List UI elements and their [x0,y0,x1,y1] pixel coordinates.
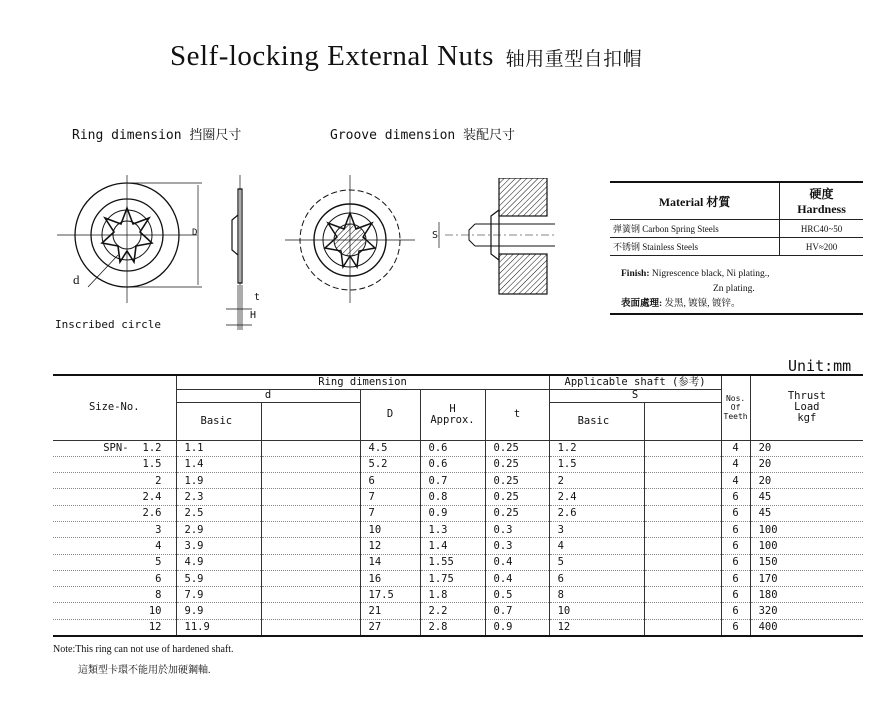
H-cell [420,554,485,570]
D-cell-value: 4.5 [368,442,388,455]
spec-table-body [53,440,863,636]
D-cell [360,603,420,619]
teeth-cell-value: 4 [732,442,739,455]
size-header: Size-No. [53,375,176,440]
hardness-header-en: Hardness [797,202,846,216]
d-cell-value: 7.9 [184,588,204,601]
S-cell-value: 2.6 [557,507,577,520]
D-cell [360,619,420,636]
teeth-cell [721,554,750,570]
load-cell [750,554,863,570]
thrust-header-load: Load [794,401,820,414]
teeth-cell-value: 6 [732,523,739,536]
H-cell-value: 1.8 [428,588,448,601]
inscribed-circle-caption: Inscribed circle [55,318,161,331]
t-cell-value: 0.4 [493,572,513,585]
H-cell [420,505,485,521]
H-cell-value: 0.7 [428,474,448,487]
size-cell [53,538,176,554]
d-cell [176,619,261,636]
S-cell [549,538,644,554]
load-cell-value: 400 [758,621,778,634]
d-cell [176,554,261,570]
H-header-H: H [449,402,456,415]
load-cell [750,587,863,603]
size-cell-value: 5 [155,556,162,569]
D-cell-value: 7 [368,507,375,520]
applicable-shaft-header: Applicable shaft (参考) [549,375,721,389]
d-cell [176,538,261,554]
table-row [53,554,863,570]
table-row [53,473,863,489]
size-cell [53,570,176,586]
load-cell-value: 20 [758,442,772,455]
S-blank-cell [644,587,721,603]
S-cell [549,619,644,636]
spec-table [53,374,863,637]
table-row [53,570,863,586]
H-cell-value: 1.75 [428,572,454,585]
load-cell-value: 170 [758,572,778,585]
D-cell [360,440,420,456]
label-t: t [254,292,261,303]
d-blank-cell [261,554,360,570]
load-cell-value: 320 [758,605,778,618]
S-cell [549,456,644,472]
S-blank-cell [644,489,721,505]
teeth-cell [721,619,750,636]
unit-label: Unit:mm [788,357,852,375]
groove-drawing [285,175,415,305]
size-cell-value: 4 [155,539,162,552]
load-cell-value: 150 [758,556,778,569]
D-cell-value: 27 [368,621,382,634]
finish-label: Finish: [621,269,650,279]
D-cell-value: 6 [368,474,375,487]
D-cell [360,554,420,570]
teeth-cell [721,473,750,489]
teeth-header-teeth: Teeth [723,412,748,422]
S-cell-value: 1.2 [557,442,577,455]
H-cell-value: 0.6 [428,458,448,471]
size-cell-value: 1.5 [142,458,162,471]
H-cell [420,619,485,636]
H-cell-value: 2.2 [428,605,448,618]
load-cell-value: 100 [758,523,778,536]
D-header: D [360,389,420,440]
size-cell-value: 12 [148,621,162,634]
H-header-approx: Approx. [430,413,475,426]
d-cell-value: 1.4 [184,458,204,471]
table-row [53,619,863,636]
load-cell [750,456,863,472]
d-blank-cell [261,521,360,537]
S-cell-value: 1.5 [557,458,577,471]
size-cell-value: 8 [155,588,162,601]
D-cell [360,587,420,603]
hardness-header [780,182,863,220]
table-row [53,603,863,619]
D-cell [360,570,420,586]
H-cell [420,473,485,489]
S-blank-cell [644,473,721,489]
S-cell-value: 4 [557,539,564,552]
teeth-cell-value: 6 [732,605,739,618]
thrust-header-thrust: Thrust [787,390,826,403]
d-cell [176,603,261,619]
size-cell-value: 2.6 [142,507,162,520]
t-cell-value: 0.5 [493,588,513,601]
D-cell-value: 21 [368,605,382,618]
teeth-cell-value: 6 [732,491,739,504]
t-cell [485,473,549,489]
label-D: D [192,228,198,238]
d-cell [176,521,261,537]
t-cell-value: 0.7 [493,605,513,618]
S-cell [549,489,644,505]
surface-text: 发黑, 镀镍, 镀锌。 [664,299,741,309]
table-row [53,521,863,537]
groove-dimension-caption: Groove dimension 装配尺寸 [330,128,516,143]
S-cell-value: 5 [557,556,564,569]
t-cell-value: 0.3 [493,523,513,536]
S-cell [549,587,644,603]
D-cell [360,521,420,537]
S-cell-value: 6 [557,572,564,585]
S-cell [549,603,644,619]
material-1: 弹簧钢 Carbon Spring Steels [610,220,780,238]
H-cell-value: 1.55 [428,556,454,569]
load-cell [750,603,863,619]
H-cell-value: 0.8 [428,491,448,504]
load-cell-value: 100 [758,539,778,552]
teeth-cell-value: 4 [732,458,739,471]
S-cell-value: 8 [557,588,564,601]
teeth-cell [721,521,750,537]
d-blank-cell [261,440,360,456]
teeth-cell [721,587,750,603]
t-cell [485,489,549,505]
d-blank-cell [261,570,360,586]
d-cell-value: 2.5 [184,507,204,520]
H-cell [420,570,485,586]
t-cell-value: 0.9 [493,621,513,634]
surface-label: 表面處理: [621,299,663,309]
teeth-cell [721,505,750,521]
teeth-cell-value: 6 [732,556,739,569]
S-cell-value: 2.4 [557,491,577,504]
S-cell [549,440,644,456]
t-cell [485,456,549,472]
d-cell-value: 11.9 [184,621,210,634]
size-cell [53,505,176,521]
S-cell [549,521,644,537]
thrust-header-kgf: kgf [797,412,817,425]
S-blank-cell [644,554,721,570]
size-cell [53,603,176,619]
S-cell-value: 10 [557,605,571,618]
size-cell [53,489,176,505]
size-cell [53,587,176,603]
size-cell [53,473,176,489]
t-cell-value: 0.3 [493,539,513,552]
d-blank-cell [261,473,360,489]
D-cell-value: 5.2 [368,458,388,471]
size-cell [53,554,176,570]
load-cell [750,473,863,489]
S-header: S [549,389,721,402]
load-cell [750,570,863,586]
load-cell [750,521,863,537]
table-row [53,587,863,603]
load-cell [750,538,863,554]
S-blank-cell [644,603,721,619]
teeth-header [721,375,750,440]
S-blank-cell [644,570,721,586]
d-blank-cell [261,587,360,603]
t-cell [485,619,549,636]
d-cell [176,456,261,472]
material-table-bottom-rule [610,313,863,315]
d-blank-cell [261,538,360,554]
t-cell [485,587,549,603]
t-cell-value: 0.25 [493,458,519,471]
finish-text-2: Zn plating. [713,284,755,294]
t-cell [485,521,549,537]
S-cell [549,505,644,521]
H-cell-value: 1.3 [428,523,448,536]
finish-block [621,267,866,312]
finish-text: Nigrescence black, Ni plating., [651,269,770,279]
load-cell [750,505,863,521]
S-cell-value: 3 [557,523,564,536]
D-cell-value: 10 [368,523,382,536]
label-S: S [432,230,439,241]
d-cell-value: 4.9 [184,556,204,569]
H-cell [420,440,485,456]
d-cell [176,440,261,456]
size-cell [53,440,176,456]
size-cell [53,521,176,537]
thrust-header [750,375,863,440]
d-cell [176,489,261,505]
D-cell-value: 16 [368,572,382,585]
d-cell-value: 3.9 [184,539,204,552]
teeth-cell [721,603,750,619]
t-cell-value: 0.25 [493,442,519,455]
d-header: d [176,389,360,402]
t-header: t [485,389,549,440]
t-cell [485,554,549,570]
S-blank-cell [644,538,721,554]
teeth-cell [721,489,750,505]
label-H: H [250,310,257,321]
H-cell [420,538,485,554]
load-cell-value: 20 [758,474,772,487]
teeth-cell-value: 6 [732,621,739,634]
load-cell [750,440,863,456]
size-cell-value: 3 [155,523,162,536]
d-cell [176,473,261,489]
D-cell-value: 12 [368,539,382,552]
t-cell-value: 0.25 [493,491,519,504]
load-cell [750,619,863,636]
hardness-header-cn: 硬度 [809,187,834,201]
note-en: Note:This ring can not use of hardened shaft. [53,644,234,655]
D-cell [360,473,420,489]
d-cell-value: 1.1 [184,442,204,455]
d-cell-value: 1.9 [184,474,204,487]
teeth-cell [721,456,750,472]
size-cell-value: 10 [148,605,162,618]
d-blank-cell [261,619,360,636]
H-header [420,389,485,440]
teeth-cell-value: 4 [732,474,739,487]
D-cell [360,456,420,472]
S-blank-cell [644,456,721,472]
hardness-1: HRC40~50 [780,220,863,238]
teeth-cell [721,440,750,456]
t-cell-value: 0.25 [493,507,519,520]
table-row [53,538,863,554]
table-row [53,456,863,472]
ring-dimension-header: Ring dimension [176,375,549,389]
S-blank-header [644,402,721,440]
size-prefix: SPN- [103,442,129,455]
d-cell-value: 9.9 [184,605,204,618]
material-2: 不锈钢 Stainless Steels [610,238,780,256]
H-cell-value: 2.8 [428,621,448,634]
t-cell-value: 0.25 [493,474,519,487]
load-cell [750,489,863,505]
S-blank-cell [644,619,721,636]
t-cell [485,440,549,456]
D-cell [360,505,420,521]
S-basic-header: Basic [549,402,644,440]
d-cell-value: 5.9 [184,572,204,585]
teeth-cell-value: 6 [732,507,739,520]
D-cell-value: 7 [368,491,375,504]
D-cell [360,538,420,554]
teeth-cell [721,538,750,554]
d-blank-cell [261,456,360,472]
d-cell-value: 2.3 [184,491,204,504]
S-cell-value: 12 [557,621,571,634]
title-en: Self-locking External Nuts [170,40,494,72]
label-d: d [73,272,80,287]
size-cell [53,619,176,636]
t-cell [485,538,549,554]
S-blank-cell [644,440,721,456]
S-blank-cell [644,505,721,521]
D-cell [360,489,420,505]
d-cell-value: 2.9 [184,523,204,536]
load-cell-value: 45 [758,491,772,504]
H-cell-value: 0.9 [428,507,448,520]
d-cell [176,570,261,586]
H-cell-value: 1.4 [428,539,448,552]
D-cell-value: 17.5 [368,588,394,601]
table-row [53,440,863,456]
D-cell-value: 14 [368,556,382,569]
ring-drawing [52,175,272,335]
teeth-cell [721,570,750,586]
S-cell [549,473,644,489]
ring-dimension-caption: Ring dimension 挡圈尺寸 [72,128,242,143]
d-blank-header [261,402,360,440]
groove-side-drawing [425,178,555,298]
H-cell-value: 0.6 [428,442,448,455]
table-row [53,489,863,505]
H-cell [420,587,485,603]
t-cell [485,570,549,586]
H-cell [420,521,485,537]
table-row [53,505,863,521]
size-cell [53,456,176,472]
teeth-cell-value: 6 [732,572,739,585]
t-cell [485,505,549,521]
d-cell [176,587,261,603]
teeth-header-nos: Nos. [725,394,746,404]
S-cell-value: 2 [557,474,564,487]
size-cell-value: 2.4 [142,491,162,504]
title-cn: 轴用重型自扣帽 [505,49,643,70]
H-cell [420,456,485,472]
t-cell [485,603,549,619]
H-cell [420,603,485,619]
size-cell-value: 6 [155,572,162,585]
teeth-cell-value: 6 [732,539,739,552]
page-title [170,40,642,73]
load-cell-value: 45 [758,507,772,520]
note-cn: 這類型卡環不能用於加硬鋼軸. [78,665,211,676]
S-blank-cell [644,521,721,537]
teeth-header-of: Of [730,403,741,413]
t-cell-value: 0.4 [493,556,513,569]
material-header: Material 材質 [610,182,780,220]
H-cell [420,489,485,505]
material-table [610,181,863,256]
d-cell [176,505,261,521]
load-cell-value: 20 [758,458,772,471]
size-cell-value: 2 [155,474,162,487]
teeth-cell-value: 6 [732,588,739,601]
S-cell [549,570,644,586]
d-blank-cell [261,489,360,505]
d-blank-cell [261,505,360,521]
S-cell [549,554,644,570]
load-cell-value: 180 [758,588,778,601]
hardness-2: HV≈200 [780,238,863,256]
size-cell-value: 1.2 [142,442,162,455]
d-blank-cell [261,603,360,619]
d-basic-header: Basic [176,402,261,440]
